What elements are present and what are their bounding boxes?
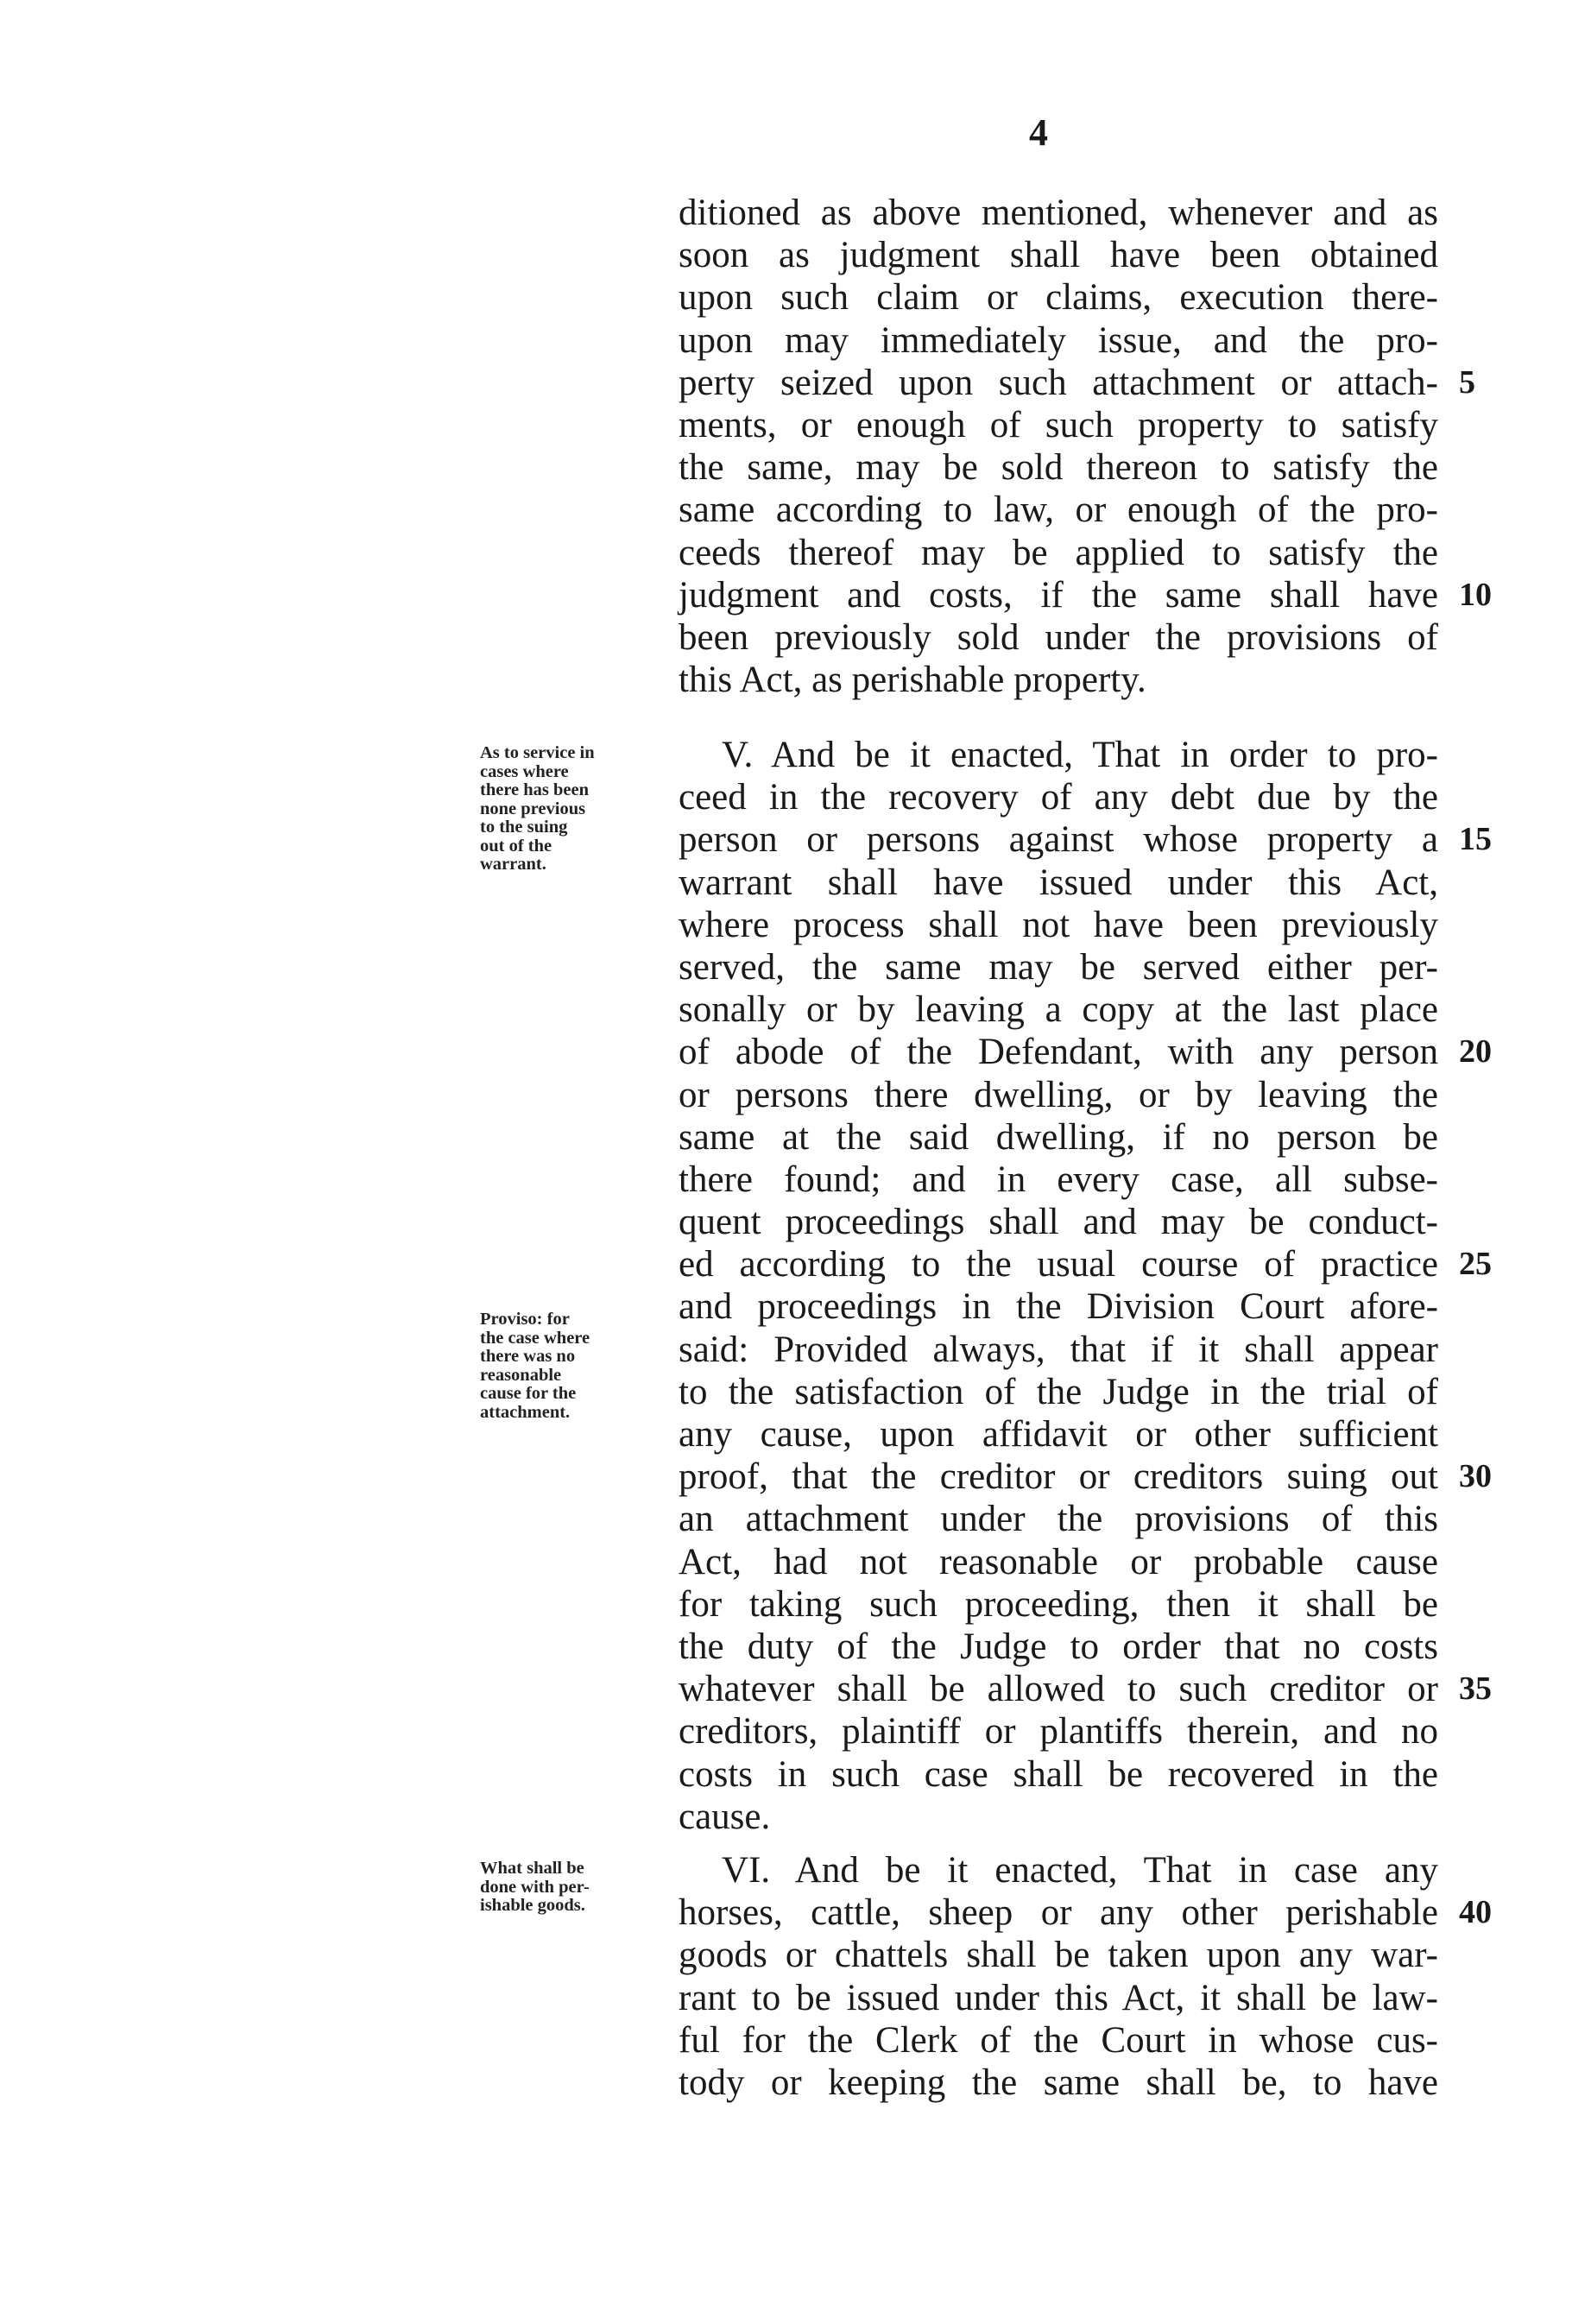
text-line: horses, cattle, sheep or any other perishable 40: [679, 1892, 1492, 1934]
text-line: sonally or by leaving a copy at the last place: [679, 989, 1438, 1031]
text-line: ceeds thereof may be applied to satisfy the: [679, 532, 1438, 573]
text-line: an attachment under the provisions of this: [679, 1499, 1438, 1540]
text-line: where process shall not have been previously: [679, 904, 1438, 945]
text-line: judgment and costs, if the same shall have 10: [679, 574, 1492, 616]
text-line: for taking such proceeding, then it shall be: [679, 1583, 1438, 1625]
text-line: the same, may be sold thereon to satisfy the: [679, 447, 1438, 489]
text-line: costs in such case shall be recovered in the: [679, 1753, 1438, 1795]
text-line: or persons there dwelling, or by leaving the: [679, 1074, 1438, 1115]
text-line: creditors, plaintiff or plantiffs therein, and no: [679, 1711, 1438, 1752]
text-line: same according to law, or enough of the pro-: [679, 489, 1438, 531]
text-line: proof, that the creditor or creditors suing out 30: [679, 1456, 1492, 1498]
text-line: the duty of the Judge to order that no costs: [679, 1626, 1438, 1667]
line-number: 30: [1459, 1458, 1492, 1495]
text-line: ed according to the usual course of practice 25: [679, 1244, 1492, 1285]
line-number: 20: [1459, 1033, 1492, 1070]
text-line: warrant shall have issued under this Act,: [679, 862, 1438, 903]
text-line: ceed in the recovery of any debt due by the: [679, 777, 1438, 818]
text-line: said: Provided always, that if it shall appear: [679, 1329, 1438, 1370]
margin-note-proviso: Proviso: for the case where there was no reasonable cause for the attachment.: [480, 1310, 590, 1422]
text-line: of abode of the Defendant, with any person 20: [679, 1032, 1492, 1073]
text-line: been previously sold under the provisions of: [679, 616, 1438, 658]
text-line: perty seized upon such attachment or attach- 5: [679, 362, 1475, 403]
text-line: there found; and in every case, all subse-: [679, 1159, 1438, 1200]
text-line: any cause, upon affidavit or other sufficient: [679, 1414, 1438, 1455]
text-line: to the satisfaction of the Judge in the trial of: [679, 1371, 1438, 1412]
text-line: ments, or enough of such property to satisfy: [679, 404, 1438, 445]
section-heading-line: VI. And be it enacted, That in case any: [722, 1850, 1438, 1891]
text-line: quent proceedings shall and may be conduct-: [679, 1202, 1438, 1243]
text-line: and proceedings in the Division Court afore-: [679, 1286, 1438, 1328]
line-number: 15: [1459, 821, 1492, 858]
line-number: 40: [1459, 1894, 1492, 1931]
text-line: soon as judgment shall have been obtained: [679, 235, 1438, 276]
text-line: cause.: [679, 1796, 771, 1837]
page-number: 4: [1029, 111, 1048, 154]
text-line: person or persons against whose property a 15: [679, 819, 1492, 861]
text-line: upon such claim or claims, execution there-: [679, 277, 1438, 319]
text-line: whatever shall be allowed to such creditor or 35: [679, 1669, 1492, 1710]
margin-note-service: As to service in cases where there has been none previous to the suing out of the warrant.: [480, 743, 595, 874]
text-line: Act, had not reasonable or probable cause: [679, 1541, 1438, 1582]
margin-note-perishable: What shall be done with per- ishable goods.: [480, 1859, 590, 1915]
section-vi: [679, 1849, 1492, 2104]
text-line: same at the said dwelling, if no person be: [679, 1116, 1438, 1158]
text-line: ditioned as above mentioned, whenever and as: [679, 193, 1438, 233]
text-line: upon may immediately issue, and the pro-: [679, 319, 1438, 361]
text-line: served, the same may be served either per-: [679, 946, 1438, 988]
line-number: 25: [1459, 1246, 1492, 1283]
text-line: ful for the Clerk of the Court in whose cus-: [679, 2019, 1438, 2061]
line-number: 35: [1459, 1670, 1492, 1708]
line-number: 10: [1459, 576, 1492, 613]
text-line: this Act, as perishable property.: [679, 660, 1146, 701]
line-number: 5: [1459, 363, 1475, 401]
paragraph-continuation: [679, 192, 1492, 701]
text-line: rant to be issued under this Act, it shall be law-: [679, 1977, 1438, 2018]
text-line: tody or keeping the same shall be, to have: [679, 2062, 1438, 2103]
section-v: [679, 734, 1492, 1838]
section-heading-line: V. And be it enacted, That in order to pro-: [722, 735, 1438, 775]
text-line: goods or chattels shall be taken upon any war-: [679, 1935, 1438, 1976]
